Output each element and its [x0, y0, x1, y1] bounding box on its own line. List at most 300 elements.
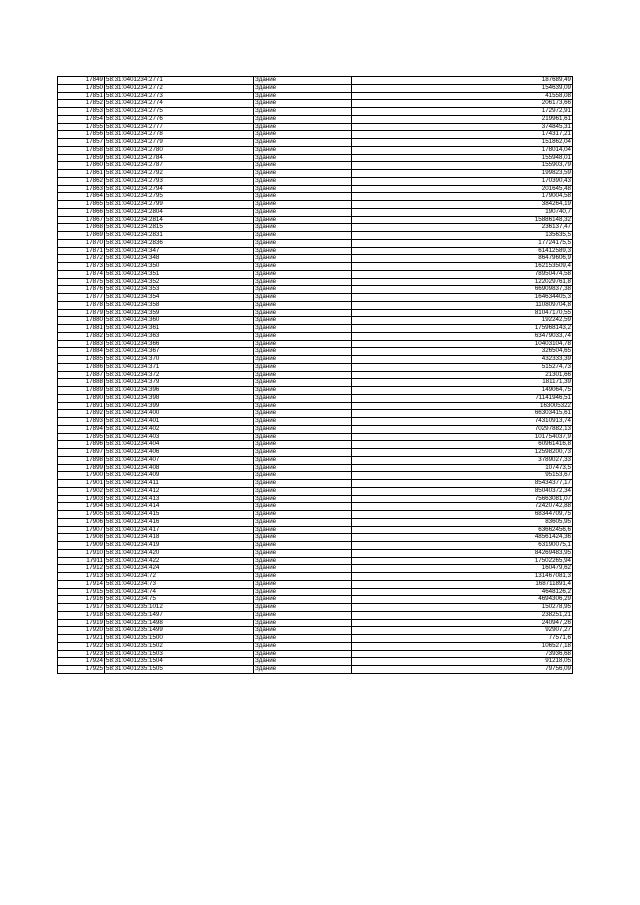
- cadastral-number: 58:31:0401234:417: [105, 526, 254, 534]
- cadastral-number: 58:31:0401234:396: [105, 387, 254, 395]
- cadastral-number: 58:31:0401234:2777: [105, 123, 254, 131]
- row-number: 17923: [58, 650, 105, 658]
- row-number: 17879: [58, 309, 105, 317]
- row-number: 17872: [58, 255, 105, 263]
- object-type: Здание: [254, 387, 352, 395]
- object-type: Здание: [254, 247, 352, 255]
- cadastral-value: 77571,6: [352, 635, 573, 643]
- table-row: [58, 216, 573, 224]
- cadastral-number: 58:31:0401234:420: [105, 549, 254, 557]
- row-number: 17924: [58, 658, 105, 666]
- cadastral-number: 58:31:0401234:407: [105, 456, 254, 464]
- cadastral-value: 3789027,33: [352, 456, 573, 464]
- row-number: 17851: [58, 92, 105, 100]
- cadastral-table: [57, 76, 573, 674]
- cadastral-number: 58:31:0401235:1497: [105, 611, 254, 619]
- row-number: 17919: [58, 619, 105, 627]
- row-number: 17882: [58, 332, 105, 340]
- cadastral-value: 168711891,4: [352, 580, 573, 588]
- row-number: 17905: [58, 511, 105, 519]
- object-type: Здание: [254, 650, 352, 658]
- object-type: Здание: [254, 340, 352, 348]
- cadastral-value: 154639,09: [352, 84, 573, 92]
- cadastral-number: 58:31:0401234:370: [105, 356, 254, 364]
- object-type: Здание: [254, 542, 352, 550]
- cadastral-value: 66909837,38: [352, 286, 573, 294]
- cadastral-number: 58:31:0401234:347: [105, 247, 254, 255]
- row-number: 17920: [58, 627, 105, 635]
- object-type: Здание: [254, 495, 352, 503]
- object-type: Здание: [254, 77, 352, 85]
- cadastral-number: 58:31:0401234:403: [105, 433, 254, 441]
- object-type: Здание: [254, 317, 352, 325]
- object-type: Здание: [254, 549, 352, 557]
- cadastral-number: 58:31:0401234:404: [105, 441, 254, 449]
- object-type: Здание: [254, 255, 352, 263]
- row-number: 17885: [58, 356, 105, 364]
- table-row: [58, 565, 573, 573]
- row-number: 17914: [58, 580, 105, 588]
- cadastral-number: 58:31:0401234:2794: [105, 185, 254, 193]
- row-number: 17898: [58, 456, 105, 464]
- object-type: Здание: [254, 216, 352, 224]
- row-number: 17899: [58, 464, 105, 472]
- cadastral-number: 58:31:0401234:352: [105, 278, 254, 286]
- table-row: [58, 193, 573, 201]
- object-type: Здание: [254, 526, 352, 534]
- cadastral-number: 58:31:0401234:379: [105, 379, 254, 387]
- row-number: 17880: [58, 317, 105, 325]
- object-type: Здание: [254, 139, 352, 147]
- table-row: [58, 503, 573, 511]
- table-row: [58, 410, 573, 418]
- table-row: [58, 642, 573, 650]
- table-row: [58, 487, 573, 495]
- object-type: Здание: [254, 503, 352, 511]
- cadastral-value: 150278,95: [352, 604, 573, 612]
- cadastral-value: 206173,66: [352, 100, 573, 108]
- object-type: Здание: [254, 596, 352, 604]
- table-row: [58, 666, 573, 674]
- cadastral-number: 58:31:0401235:1503: [105, 650, 254, 658]
- row-number: 17895: [58, 433, 105, 441]
- object-type: Здание: [254, 309, 352, 317]
- cadastral-number: 58:31:0401234:408: [105, 464, 254, 472]
- cadastral-value: 155948,01: [352, 154, 573, 162]
- cadastral-number: 58:31:0401235:1498: [105, 619, 254, 627]
- cadastral-value: 41558,08: [352, 92, 573, 100]
- table-row: [58, 177, 573, 185]
- object-type: Здание: [254, 441, 352, 449]
- table-row: [58, 495, 573, 503]
- table-row: [58, 278, 573, 286]
- cadastral-value: 10403104,78: [352, 340, 573, 348]
- cadastral-value: 219961,61: [352, 115, 573, 123]
- table-row: [58, 425, 573, 433]
- table-row: [58, 247, 573, 255]
- cadastral-number: 58:31:0401234:366: [105, 340, 254, 348]
- row-number: 17894: [58, 425, 105, 433]
- cadastral-value: 199823,59: [352, 170, 573, 178]
- table-row: [58, 201, 573, 209]
- object-type: Здание: [254, 666, 352, 674]
- object-type: Здание: [254, 565, 352, 573]
- cadastral-value: 432333,39: [352, 356, 573, 364]
- row-number: 17892: [58, 410, 105, 418]
- object-type: Здание: [254, 232, 352, 240]
- cadastral-number: 58:31:0401234:353: [105, 286, 254, 294]
- object-type: Здание: [254, 410, 352, 418]
- cadastral-value: 135635,5: [352, 232, 573, 240]
- cadastral-number: 58:31:0401234:75: [105, 596, 254, 604]
- cadastral-number: 58:31:0401234:401: [105, 418, 254, 426]
- cadastral-number: 58:31:0401234:354: [105, 294, 254, 302]
- cadastral-number: 58:31:0401234:409: [105, 472, 254, 480]
- object-type: Здание: [254, 588, 352, 596]
- table-row: [58, 263, 573, 271]
- table-row: [58, 146, 573, 154]
- cadastral-value: 151862,04: [352, 139, 573, 147]
- row-number: 17850: [58, 84, 105, 92]
- object-type: Здание: [254, 611, 352, 619]
- object-type: Здание: [254, 456, 352, 464]
- object-type: Здание: [254, 278, 352, 286]
- cadastral-value: 48561424,36: [352, 534, 573, 542]
- row-number: 17873: [58, 263, 105, 271]
- cadastral-value: 63190075,1: [352, 542, 573, 550]
- cadastral-value: 106527,18: [352, 642, 573, 650]
- object-type: Здание: [254, 201, 352, 209]
- cadastral-value: 155903,79: [352, 162, 573, 170]
- cadastral-value: 110809704,8: [352, 301, 573, 309]
- table-row: [58, 379, 573, 387]
- table-row: [58, 402, 573, 410]
- cadastral-value: 101754037,9: [352, 433, 573, 441]
- cadastral-table-body: [58, 77, 573, 674]
- table-row: [58, 77, 573, 85]
- object-type: Здание: [254, 208, 352, 216]
- cadastral-number: 58:31:0401234:2778: [105, 131, 254, 139]
- object-type: Здание: [254, 170, 352, 178]
- cadastral-value: 95153,67: [352, 472, 573, 480]
- cadastral-number: 58:31:0401234:2836: [105, 239, 254, 247]
- row-number: 17897: [58, 449, 105, 457]
- cadastral-value: 164634405,3: [352, 294, 573, 302]
- cadastral-number: 58:31:0401235:1504: [105, 658, 254, 666]
- row-number: 17888: [58, 379, 105, 387]
- cadastral-value: 63479033,74: [352, 332, 573, 340]
- cadastral-number: 58:31:0401234:2776: [105, 115, 254, 123]
- cadastral-number: 58:31:0401234:2795: [105, 193, 254, 201]
- object-type: Здание: [254, 108, 352, 116]
- object-type: Здание: [254, 356, 352, 364]
- cadastral-number: 58:31:0401234:72: [105, 573, 254, 581]
- cadastral-number: 58:31:0401234:2772: [105, 84, 254, 92]
- cadastral-number: 58:31:0401234:351: [105, 270, 254, 278]
- cadastral-value: 86479606,9: [352, 255, 573, 263]
- cadastral-number: 58:31:0401234:359: [105, 309, 254, 317]
- row-number: 17878: [58, 301, 105, 309]
- cadastral-number: 58:31:0401234:360: [105, 317, 254, 325]
- object-type: Здание: [254, 518, 352, 526]
- table-row: [58, 604, 573, 612]
- table-row: [58, 356, 573, 364]
- cadastral-value: 66303415,61: [352, 410, 573, 418]
- row-number: 17874: [58, 270, 105, 278]
- table-row: [58, 232, 573, 240]
- row-number: 17866: [58, 208, 105, 216]
- cadastral-value: 85434377,17: [352, 480, 573, 488]
- table-row: [58, 332, 573, 340]
- cadastral-number: 58:31:0401235:1499: [105, 627, 254, 635]
- row-number: 17887: [58, 371, 105, 379]
- table-row: [58, 115, 573, 123]
- cadastral-value: 79756,09: [352, 666, 573, 674]
- row-number: 17869: [58, 232, 105, 240]
- row-number: 17852: [58, 100, 105, 108]
- table-row: [58, 108, 573, 116]
- cadastral-number: 58:31:0401234:418: [105, 534, 254, 542]
- table-row: [58, 301, 573, 309]
- cadastral-number: 58:31:0401234:358: [105, 301, 254, 309]
- cadastral-value: 240947,26: [352, 619, 573, 627]
- cadastral-number: 58:31:0401234:363: [105, 332, 254, 340]
- cadastral-value: 17724175,5: [352, 239, 573, 247]
- cadastral-number: 58:31:0401234:2831: [105, 232, 254, 240]
- table-row: [58, 619, 573, 627]
- cadastral-number: 58:31:0401234:2792: [105, 170, 254, 178]
- cadastral-value: 4648126,2: [352, 588, 573, 596]
- row-number: 17903: [58, 495, 105, 503]
- object-type: Здание: [254, 185, 352, 193]
- row-number: 17865: [58, 201, 105, 209]
- row-number: 17883: [58, 340, 105, 348]
- table-row: [58, 131, 573, 139]
- row-number: 17876: [58, 286, 105, 294]
- object-type: Здание: [254, 433, 352, 441]
- cadastral-number: 58:31:0401234:2779: [105, 139, 254, 147]
- cadastral-value: 122029761,8: [352, 278, 573, 286]
- row-number: 17867: [58, 216, 105, 224]
- cadastral-value: 75663081,07: [352, 495, 573, 503]
- object-type: Здание: [254, 286, 352, 294]
- cadastral-value: 175968143,2: [352, 325, 573, 333]
- table-row: [58, 588, 573, 596]
- cadastral-number: 58:31:0401234:411: [105, 480, 254, 488]
- cadastral-value: 172972,91: [352, 108, 573, 116]
- cadastral-value: 190740,7: [352, 208, 573, 216]
- row-number: 17884: [58, 348, 105, 356]
- cadastral-number: 58:31:0401234:350: [105, 263, 254, 271]
- cadastral-value: 12598200,73: [352, 449, 573, 457]
- row-number: 17915: [58, 588, 105, 596]
- row-number: 17868: [58, 224, 105, 232]
- cadastral-value: 178014,04: [352, 146, 573, 154]
- row-number: 17864: [58, 193, 105, 201]
- object-type: Здание: [254, 131, 352, 139]
- row-number: 17911: [58, 557, 105, 565]
- table-row: [58, 123, 573, 131]
- table-row: [58, 340, 573, 348]
- row-number: 17908: [58, 534, 105, 542]
- row-number: 17907: [58, 526, 105, 534]
- object-type: Здание: [254, 371, 352, 379]
- cadastral-value: 71141946,51: [352, 394, 573, 402]
- cadastral-value: 201645,48: [352, 185, 573, 193]
- cadastral-value: 83605,95: [352, 518, 573, 526]
- cadastral-number: 58:31:0401234:2775: [105, 108, 254, 116]
- object-type: Здание: [254, 239, 352, 247]
- cadastral-number: 58:31:0401235:1502: [105, 642, 254, 650]
- table-row: [58, 596, 573, 604]
- object-type: Здание: [254, 301, 352, 309]
- table-row: [58, 511, 573, 519]
- row-number: 17922: [58, 642, 105, 650]
- row-number: 17871: [58, 247, 105, 255]
- row-number: 17890: [58, 394, 105, 402]
- cadastral-value: 515274,73: [352, 363, 573, 371]
- row-number: 17859: [58, 154, 105, 162]
- cadastral-number: 58:31:0401235:1012: [105, 604, 254, 612]
- row-number: 17925: [58, 666, 105, 674]
- table-row: [58, 658, 573, 666]
- table-row: [58, 387, 573, 395]
- cadastral-number: 58:31:0401234:2793: [105, 177, 254, 185]
- table-row: [58, 534, 573, 542]
- object-type: Здание: [254, 363, 352, 371]
- row-number: 17906: [58, 518, 105, 526]
- row-number: 17862: [58, 177, 105, 185]
- cadastral-number: 58:31:0401234:2814: [105, 216, 254, 224]
- cadastral-value: 74310913,74: [352, 418, 573, 426]
- cadastral-value: 236137,47: [352, 224, 573, 232]
- cadastral-number: 58:31:0401234:371: [105, 363, 254, 371]
- table-row: [58, 650, 573, 658]
- row-number: 17909: [58, 542, 105, 550]
- cadastral-value: 187689,49: [352, 77, 573, 85]
- object-type: Здание: [254, 294, 352, 302]
- table-row: [58, 92, 573, 100]
- object-type: Здание: [254, 177, 352, 185]
- table-row: [58, 325, 573, 333]
- table-row: [58, 224, 573, 232]
- table-row: [58, 239, 573, 247]
- row-number: 17893: [58, 418, 105, 426]
- table-row: [58, 580, 573, 588]
- object-type: Здание: [254, 464, 352, 472]
- object-type: Здание: [254, 263, 352, 271]
- cadastral-number: 58:31:0401234:74: [105, 588, 254, 596]
- object-type: Здание: [254, 658, 352, 666]
- row-number: 17853: [58, 108, 105, 116]
- row-number: 17916: [58, 596, 105, 604]
- cadastral-value: 70297882,13: [352, 425, 573, 433]
- table-row: [58, 549, 573, 557]
- cadastral-value: 238251,21: [352, 611, 573, 619]
- cadastral-value: 15886148,32: [352, 216, 573, 224]
- row-number: 17901: [58, 480, 105, 488]
- cadastral-number: 58:31:0401234:422: [105, 557, 254, 565]
- table-row: [58, 294, 573, 302]
- cadastral-number: 58:31:0401234:348: [105, 255, 254, 263]
- object-type: Здание: [254, 449, 352, 457]
- object-type: Здание: [254, 635, 352, 643]
- object-type: Здание: [254, 627, 352, 635]
- object-type: Здание: [254, 511, 352, 519]
- table-row: [58, 449, 573, 457]
- row-number: 17902: [58, 487, 105, 495]
- table-row: [58, 526, 573, 534]
- table-row: [58, 162, 573, 170]
- cadastral-number: 58:31:0401234:2780: [105, 146, 254, 154]
- cadastral-value: 149064,75: [352, 387, 573, 395]
- table-row: [58, 84, 573, 92]
- table-row: [58, 348, 573, 356]
- table-row: [58, 363, 573, 371]
- row-number: 17904: [58, 503, 105, 511]
- table-row: [58, 418, 573, 426]
- object-type: Здание: [254, 84, 352, 92]
- object-type: Здание: [254, 619, 352, 627]
- row-number: 17910: [58, 549, 105, 557]
- cadastral-value: 326504,65: [352, 348, 573, 356]
- object-type: Здание: [254, 123, 352, 131]
- cadastral-value: 84269483,95: [352, 549, 573, 557]
- table-row: [58, 286, 573, 294]
- object-type: Здание: [254, 394, 352, 402]
- cadastral-value: 61412589,3: [352, 247, 573, 255]
- object-type: Здание: [254, 425, 352, 433]
- table-row: [58, 208, 573, 216]
- cadastral-value: 78950474,58: [352, 270, 573, 278]
- object-type: Здание: [254, 534, 352, 542]
- object-type: Здание: [254, 480, 352, 488]
- table-row: [58, 394, 573, 402]
- table-row: [58, 518, 573, 526]
- row-number: 17921: [58, 635, 105, 643]
- row-number: 17861: [58, 170, 105, 178]
- object-type: Здание: [254, 332, 352, 340]
- object-type: Здание: [254, 92, 352, 100]
- object-type: Здание: [254, 418, 352, 426]
- object-type: Здание: [254, 100, 352, 108]
- cadastral-value: 160479,62: [352, 565, 573, 573]
- row-number: 17854: [58, 115, 105, 123]
- cadastral-value: 81047170,55: [352, 309, 573, 317]
- row-number: 17912: [58, 565, 105, 573]
- cadastral-value: 92907,27: [352, 627, 573, 635]
- table-row: [58, 456, 573, 464]
- table-row: [58, 270, 573, 278]
- table-row: [58, 441, 573, 449]
- object-type: Здание: [254, 162, 352, 170]
- cadastral-number: 58:31:0401234:419: [105, 542, 254, 550]
- cadastral-value: 4694306,29: [352, 596, 573, 604]
- table-row: [58, 433, 573, 441]
- table-row: [58, 100, 573, 108]
- row-number: 17857: [58, 139, 105, 147]
- object-type: Здание: [254, 193, 352, 201]
- cadastral-number: 58:31:0401234:2787: [105, 162, 254, 170]
- cadastral-value: 163005322: [352, 402, 573, 410]
- cadastral-value: 63662456,6: [352, 526, 573, 534]
- row-number: 17891: [58, 402, 105, 410]
- row-number: 17913: [58, 573, 105, 581]
- table-row: [58, 635, 573, 643]
- row-number: 17917: [58, 604, 105, 612]
- cadastral-number: 58:31:0401234:73: [105, 580, 254, 588]
- row-number: 17918: [58, 611, 105, 619]
